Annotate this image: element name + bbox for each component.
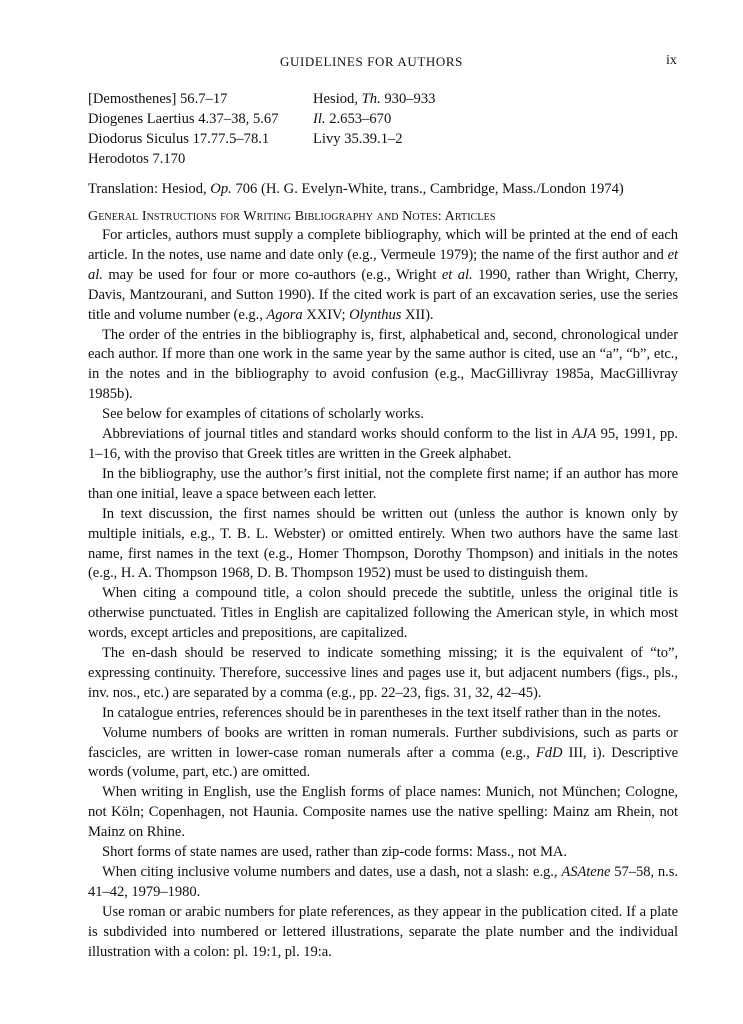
italic-text: Agora xyxy=(266,306,303,323)
citation-text: Livy 35.39.1–2 xyxy=(313,131,403,147)
italic-text: FdD xyxy=(535,744,563,761)
translation-text: 706 (H. G. Evelyn-White, trans., Cambridge, Mass./London 1974) xyxy=(231,181,624,197)
paragraph-text: When citing inclusive volume numbers and dates, use a dash, not a slash: e.g., xyxy=(102,864,562,880)
body-paragraph xyxy=(88,505,678,585)
citation-text: Hesiod, xyxy=(313,91,362,107)
paragraph-text: In text discussion, the first names should be written out (unless the author is known only by multiple initials, e.g., T. B. L. Webster) or omitted entirely. When two authors have the same last name, first names in the text (e.g., Homer Thompson, Dorothy Thompson) and initials in the notes (e.g., H. A. Thompson 1968, D. B. Thompson 1952) must be used to distinguish them. xyxy=(88,505,678,582)
translation-text: Translation: Hesiod, xyxy=(88,181,211,197)
citation-column-left xyxy=(88,89,279,169)
body-paragraph xyxy=(88,644,678,704)
body-paragraph xyxy=(88,584,678,644)
paragraph-text: The order of the entries in the bibliography is, first, alphabetical and, second, chronological under each author. If more than one work in the same year by the same author is cited, use an “a”, “b”, etc., in the notes and in the bibliography to avoid confusion (e.g., MacGillivray 1985a, MacGillivray 1985b). xyxy=(88,326,678,403)
body-paragraph xyxy=(88,704,678,724)
citation-line xyxy=(313,109,435,129)
paragraph-text: See below for examples of citations of scholarly works. xyxy=(102,406,424,423)
paragraph-text: 1990, rather than Wright, Cherry, Davis, Mantzourani, and Sutton 1990). If the cited work is part of an excavation series, use the series title and volume number (e.g., xyxy=(88,266,678,323)
paragraph-text: 57–58, n.s. 41–42, 1979–1980. xyxy=(88,864,678,900)
paragraph-list xyxy=(88,226,678,963)
body-paragraph xyxy=(88,465,678,505)
citation-line: [Demosthenes] 56.7–17 xyxy=(88,91,228,107)
italic-text: Olynthus xyxy=(349,306,402,323)
body-paragraph xyxy=(88,226,678,326)
paragraph-text: When citing a compound title, a colon should precede the subtitle, unless the original title is otherwise punctuated. Titles in English are capitalized following the American style, in which most words, except articles and prepositions, are capitalized. xyxy=(88,585,678,642)
citation-italic: Il. xyxy=(313,111,326,127)
translation-italic: Op. xyxy=(210,181,232,197)
body-paragraph xyxy=(88,843,678,863)
paragraph-text: In catalogue entries, references should be in parentheses in the text itself rather than in the notes. xyxy=(102,704,661,721)
citation-column-right xyxy=(313,89,435,149)
running-title: GUIDELINES FOR AUTHORS xyxy=(280,54,463,69)
paragraph-text: may be used for four or more co-authors (e.g., Wright xyxy=(102,266,442,283)
citation-italic: Th. xyxy=(361,91,381,107)
section-heading: General Instructions for Writing Bibliography and Notes: Articles xyxy=(88,209,496,224)
paragraph-text: The en-dash should be reserved to indicate something missing; it is the equivalent of “to”, expressing continuity. Therefore, successive lines and pages use it, but adjacent numbers (figs., pls., inv. nos., etc.) are separated by a comma (e.g., pp. 22–23, figs. 31, 32, 42–45). xyxy=(88,645,678,701)
italic-text: ASAtene xyxy=(561,864,611,880)
body-paragraph xyxy=(88,425,678,465)
translation-note xyxy=(88,181,688,198)
citation-line: Herodotos 7.170 xyxy=(88,151,186,167)
paragraph-text: III, i). Descriptive words (volume, part, etc.) are omitted. xyxy=(88,744,678,781)
body-paragraph xyxy=(88,863,678,903)
paragraph-text: 95, 1991, pp. 1–16, with the proviso that Greek titles are written in the Greek alphabet. xyxy=(88,426,678,462)
paragraph-text: Use roman or arabic numbers for plate references, as they appear in the publication cited. If a plate is subdivided into numbered or lettered illustrations, separate the plate number and the individual illustration with a colon: pl. 19:1, pl. 19:a. xyxy=(88,903,678,960)
body-paragraph xyxy=(88,326,678,406)
paragraph-text: Volume numbers of books are written in roman numerals. Further subdivisions, such as parts or fascicles, are written in lower-case roman numerals after a comma (e.g., xyxy=(88,724,678,761)
body-paragraph xyxy=(88,724,678,784)
italic-text: et al. xyxy=(88,246,678,283)
italic-text: AJA xyxy=(572,426,597,443)
paragraph-text: When writing in English, use the English forms of place names: Munich, not München; Cologne, not Köln; Copenhagen, not Haunia. Composite names use the native spelling: Mainz am Rhein, not Mainz on Rhine. xyxy=(88,784,678,841)
instructions-section xyxy=(88,209,678,963)
body-paragraph xyxy=(88,405,678,425)
body-paragraph xyxy=(88,783,678,843)
citation-line: Diodorus Siculus 17.77.5–78.1 xyxy=(88,131,270,147)
paragraph-text: XII). xyxy=(401,306,434,323)
paragraph-text: In the bibliography, use the author’s first initial, not the complete first name; if an author has more than one initial, leave a space between each letter. xyxy=(88,465,678,502)
citation-text: 2.653–670 xyxy=(325,111,392,127)
body-paragraph xyxy=(88,903,678,963)
paragraph-text: XXIV; xyxy=(302,306,350,323)
citation-line xyxy=(313,89,435,109)
paragraph-text: For articles, authors must supply a complete bibliography, which will be printed at the end of each article. In the notes, use name and date only (e.g., Vermeule 1979); the name of the first author and xyxy=(88,227,678,263)
citation-line xyxy=(313,129,435,149)
page-number: ix xyxy=(666,53,677,68)
citation-text: 930–933 xyxy=(380,91,436,107)
italic-text: et al. xyxy=(441,266,473,283)
paragraph-text: Abbreviations of journal titles and standard works should conform to the list in xyxy=(102,426,573,443)
paragraph-text: Short forms of state names are used, rather than zip-code forms: Mass., not MA. xyxy=(102,844,567,861)
citation-line: Diogenes Laertius 4.37–38, 5.67 xyxy=(88,111,279,127)
